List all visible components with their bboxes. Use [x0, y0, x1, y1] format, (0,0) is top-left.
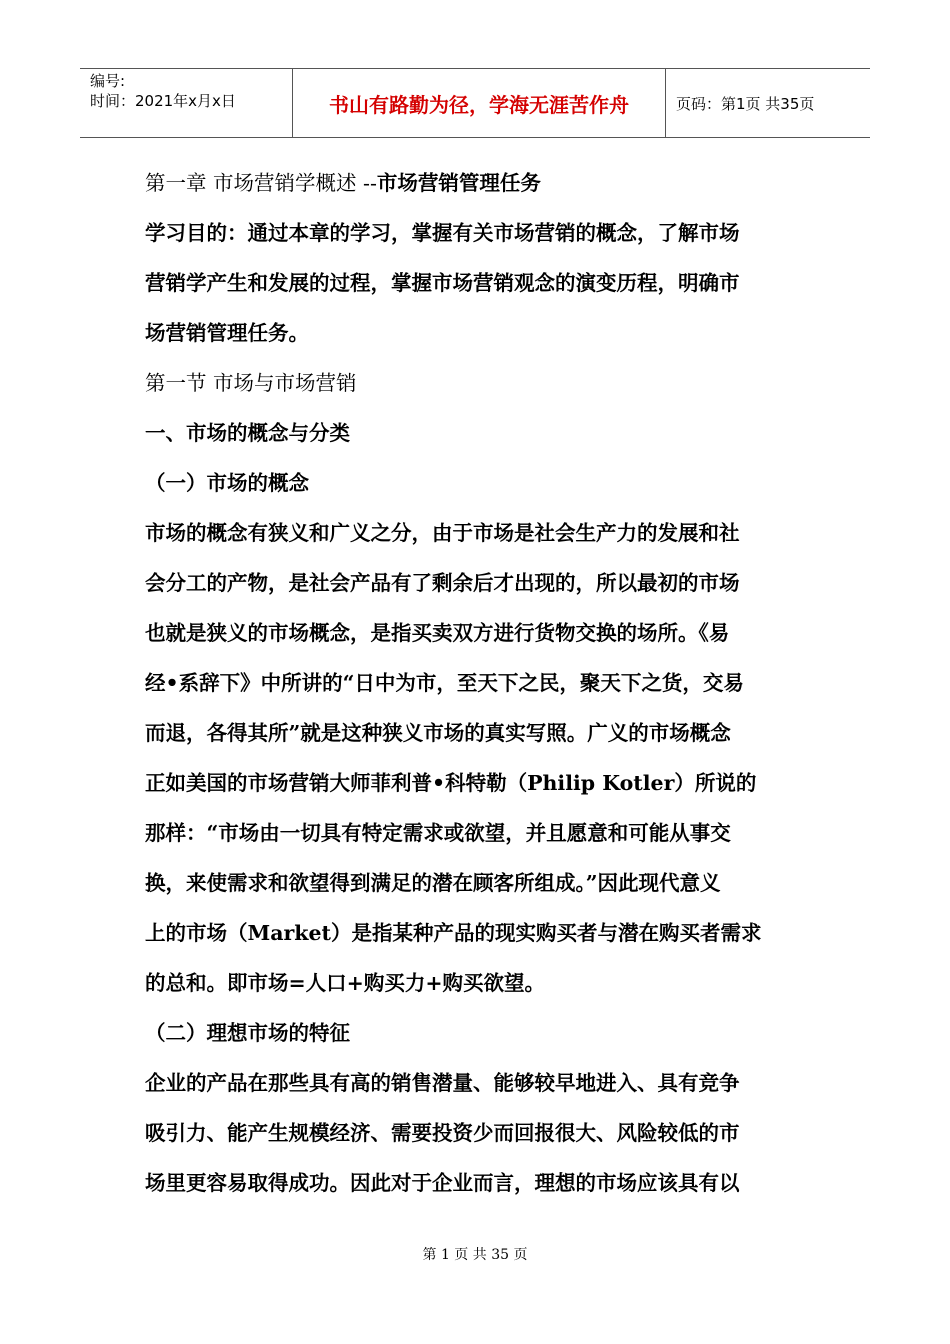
document-number-label: 编号: — [90, 72, 126, 90]
paragraph-line: 上的市场（Market）是指某种产品的现实购买者与潜在购买者需求 — [145, 921, 762, 945]
paragraph-line: 会分工的产物，是社会产品有了剩余后才出现的，所以最初的市场 — [145, 571, 740, 595]
heading-market-concept: （一）市场的概念 — [145, 471, 309, 495]
objective-line: 营销学产生和发展的过程，掌握市场营销观念的演变历程，明确市 — [145, 271, 740, 295]
paragraph-line: 正如美国的市场营销大师菲利普•科特勒（Philip Kotler）所说的 — [145, 771, 757, 795]
paragraph-line: 市场的概念有狭义和广义之分，由于市场是社会生产力的发展和社 — [145, 521, 740, 545]
document-time-label: 时间：2021年x月x日 — [90, 92, 236, 110]
document-body — [145, 158, 809, 1208]
chapter-title — [145, 158, 809, 208]
paragraph-line: 换，来使需求和欲望得到满足的潜在顾客所组成。”因此现代意义 — [145, 871, 721, 895]
header-page-number: 页码：第1页 共35页 — [676, 94, 815, 113]
paragraph-line: 那样：“市场由一切具有特定需求或欲望，并且愿意和可能从事交 — [145, 821, 731, 845]
section-title: 第一节 市场与市场营销 — [145, 371, 357, 395]
objective-line: 场营销管理任务。 — [145, 321, 309, 345]
heading-market-concept-classification: 一、市场的概念与分类 — [145, 421, 350, 445]
paragraph-line: 场里更容易取得成功。因此对于企业而言，理想的市场应该具有以 — [145, 1171, 740, 1195]
paragraph-line: 也就是狭义的市场概念，是指买卖双方进行货物交换的场所。《易 — [145, 621, 730, 645]
paragraph-line: 经•系辞下》中所讲的“日中为市，至天下之民，聚天下之货，交易 — [145, 671, 744, 695]
paragraph-line: 吸引力、能产生规模经济、需要投资少而回报很大、风险较低的市 — [145, 1121, 740, 1145]
paragraph-line: 而退，各得其所”就是这种狭义市场的真实写照。广义的市场概念 — [145, 721, 731, 745]
chapter-title-suffix: 市场营销管理任务 — [376, 171, 541, 195]
page-header — [80, 68, 870, 138]
paragraph-line: 的总和。即市场=人口+购买力+购买欲望。 — [145, 971, 546, 995]
heading-ideal-market-features: （二）理想市场的特征 — [145, 1021, 350, 1045]
objective-line: 学习目的：通过本章的学习，掌握有关市场营销的概念，了解市场 — [145, 221, 740, 245]
header-motto: 书山有路勤为径，学海无涯苦作舟 — [293, 69, 666, 137]
paragraph-line: 企业的产品在那些具有高的销售潜量、能够较早地进入、具有竞争 — [145, 1071, 740, 1095]
page-footer: 第 1 页 共 35 页 — [422, 1247, 528, 1263]
chapter-title-prefix: 第一章 市场营销学概述 -- — [145, 171, 377, 195]
header-info — [80, 69, 293, 137]
